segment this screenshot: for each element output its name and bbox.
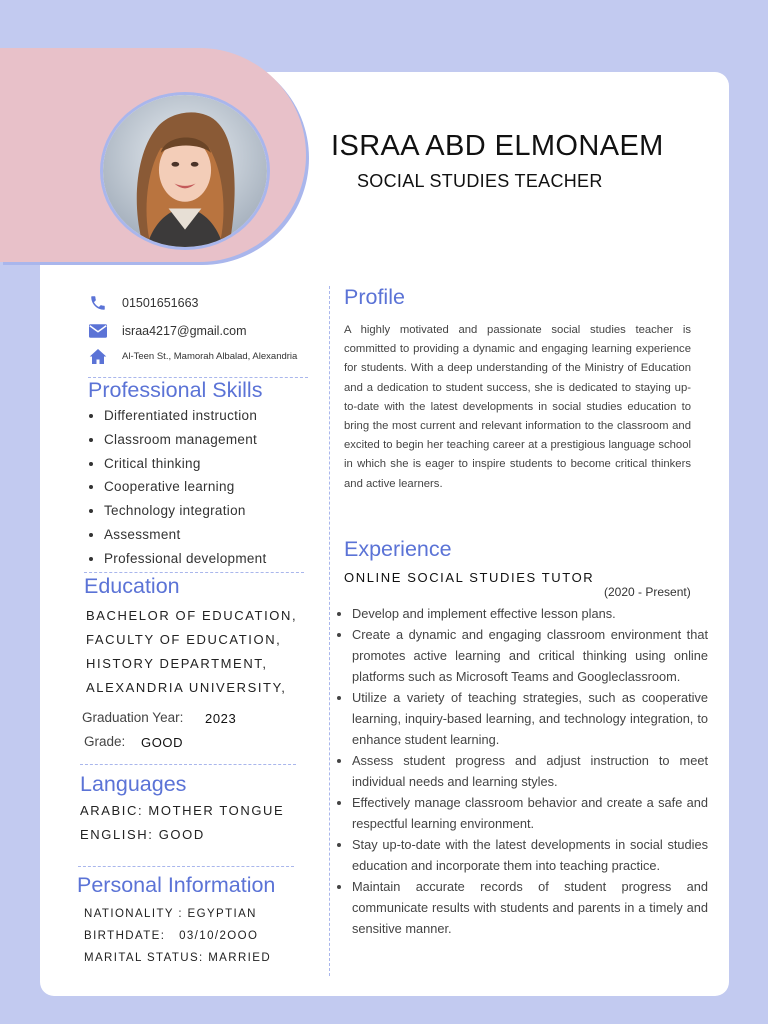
portrait-image <box>103 95 267 247</box>
graduation-label: Graduation Year: <box>82 710 184 725</box>
education-heading: Education <box>84 574 180 598</box>
divider <box>78 866 294 867</box>
phone-icon <box>88 293 108 313</box>
education-faculty: FACULTY OF EDUCATION, <box>86 632 282 647</box>
list-item: • Maintain accurate records of student progress and communicate results with students and parents in a timely and sensitive manner. <box>352 876 708 939</box>
marital-status: MARITAL STATUS: MARRIED <box>84 952 272 964</box>
job-title: ONLINE SOCIAL STUDIES TUTOR <box>344 570 595 585</box>
candidate-title: SOCIAL STUDIES TEACHER <box>357 171 603 191</box>
list-item: • Develop and implement effective lesson plans. <box>352 603 708 624</box>
candidate-name: ISRAA ABD ELMONAEM <box>331 130 664 162</box>
experience-heading: Experience <box>344 537 452 561</box>
list-item: • Critical thinking <box>104 452 267 476</box>
profile-photo <box>100 92 270 250</box>
education-department: HISTORY DEPARTMENT, <box>86 656 268 671</box>
divider <box>84 572 304 573</box>
education-degree: BACHELOR OF EDUCATION, <box>86 608 298 623</box>
nationality: NATIONALITY : EGYPTIAN <box>84 908 257 920</box>
contact-email <box>88 321 247 341</box>
divider <box>80 764 296 765</box>
job-dates: (2020 - Present) <box>604 585 691 599</box>
list-item: • Stay up-to-date with the latest developments in social studies education and incorporate them into teaching practice. <box>352 834 708 876</box>
phone-number: 01501651663 <box>122 296 199 310</box>
list-item: • Professional development <box>104 547 267 571</box>
list-item: • Differentiated instruction <box>104 404 267 428</box>
mail-icon <box>88 321 108 341</box>
list-item: • Technology integration <box>104 499 267 523</box>
email-address: israa4217@gmail.com <box>122 324 247 338</box>
contact-address <box>88 346 297 366</box>
home-address: Al-Teen St., Mamorah Albalad, Alexandria <box>122 350 298 362</box>
duties-list <box>335 603 708 939</box>
list-item: • Assessment <box>104 523 267 547</box>
profile-text: A highly motivated and passionate social studies teacher is committed to providing a dynamic and engaging learning experience for students. With a deep understanding of the Ministry of Education and a dedication to student success, she is dedicated to staying up-to-date with the latest developments in social studies education to bring the most current and relevant information to the classroom and excited to begin her teaching career at a prestigious language school in which she is eager to inspire students to become critical thinkers and active learners. <box>344 324 691 490</box>
column-divider <box>329 286 330 976</box>
list-item: • Classroom management <box>104 428 267 452</box>
grade-value: GOOD <box>141 735 184 750</box>
list-item: • Assess student progress and adjust instruction to meet individual needs and learning styles. <box>352 750 708 792</box>
skills-heading: Professional Skills <box>88 378 263 402</box>
languages-heading: Languages <box>80 772 187 796</box>
home-icon <box>88 346 108 366</box>
language-item: ENGLISH: GOOD <box>80 827 205 842</box>
list-item: • Utilize a variety of teaching strategies, such as cooperative learning, inquiry-based learning, and technology integration, to enhance student learning. <box>352 687 708 750</box>
list-item: • Effectively manage classroom behavior and create a safe and respectful learning environment. <box>352 792 708 834</box>
personal-heading: Personal Information <box>77 873 276 897</box>
contact-phone <box>88 293 198 313</box>
grade-label: Grade: <box>84 734 126 749</box>
list-item: • Cooperative learning <box>104 475 267 499</box>
skills-list <box>88 404 267 571</box>
list-item: • Create a dynamic and engaging classroom environment that promotes active learning and critical thinking using online platforms such as Microsoft Teams and Googleclassroom. <box>352 624 708 687</box>
profile-heading: Profile <box>344 285 405 309</box>
birthdate: BIRTHDATE: 03/10/2OOO <box>84 930 259 942</box>
education-university: ALEXANDRIA UNIVERSITY, <box>86 680 287 695</box>
graduation-value: 2023 <box>205 711 237 726</box>
language-item: ARABIC: MOTHER TONGUE <box>80 803 285 818</box>
